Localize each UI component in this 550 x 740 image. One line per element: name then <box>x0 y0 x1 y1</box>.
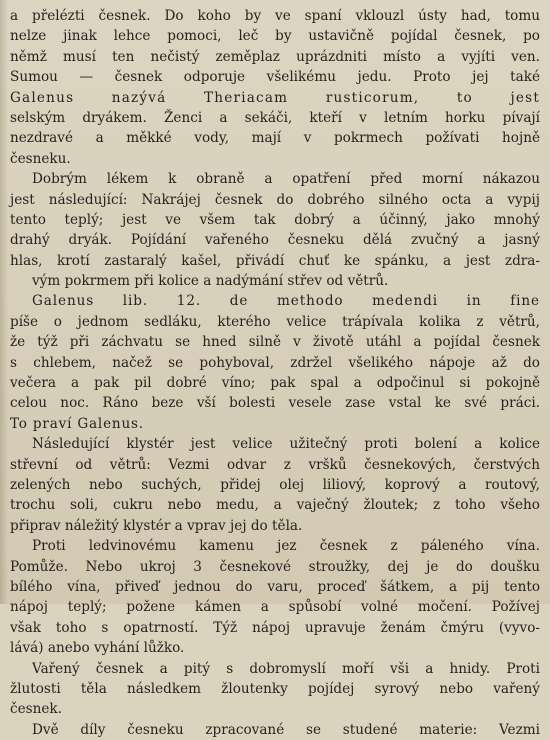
text-line: česnek. <box>10 701 62 718</box>
text-line: Proti ledvinovému kamenu jez česnek z páleného vína. <box>32 538 540 555</box>
text-line: nápoj teplý; požene kámen a spůsobí volné močení. Požívej <box>10 599 540 616</box>
text-line: drahý dryák. Pojídání vařeného česneku dělá zvučný a jasný <box>10 232 540 249</box>
text-line: trochu soli, cukru nebo medu, a vaječný žloutek; z toho všeho <box>10 497 540 514</box>
text-line: bílého vína, přiveď jednou do varu, proceď šátkem, a pij tento <box>10 578 540 595</box>
text-line: píše o jednom sedláku, kterého velice trápívala kolika z větrů, <box>10 313 540 330</box>
text-line: Galenus nazývá Theriacam rusticorum, to jest <box>10 89 540 106</box>
text-line: česneku. <box>10 150 71 167</box>
page-edge-shadow <box>0 0 8 604</box>
text-line: vým pokrmem při kolice a nadýmání střev od větrů. <box>32 273 389 290</box>
text-line: s chlebem, načež se pohyboval, zdržel všelikého nápoje až do <box>10 354 540 371</box>
text-line: nelze jinak lehce pomoci, leč by ustavičně pojídal česnek, po <box>10 28 540 45</box>
text-line: střevní od větrů: Vezmi odvar z vršků česnekových, čerstvých <box>10 456 540 473</box>
text-line: lává) anebo vyhání lůžko. <box>10 640 185 657</box>
text-line: jest následující: Nakrájej česnek do dobrého silného octa a vypij <box>10 191 540 208</box>
text-line: Dobrým lékem k obraně a opatření před morní nákazou <box>32 171 540 188</box>
text-line: nezdravé a měkké vody, mají v pokrmech požívati hojně <box>10 130 540 147</box>
text-line: To praví Galenus. <box>10 415 144 432</box>
text-line: Následující klystér jest velice užitečný proti bolení a kolice <box>32 436 540 453</box>
text-line: Dvě díly česneku zpracované se studené materie: Vezmi <box>32 721 540 738</box>
text-line: hlas, krotí zastaralý kašel, přivádí chuť ke spánku, a jest zdra- <box>10 252 540 269</box>
text-line: a přelézti česnek. Do koho by ve spaní vklouzl ústy had, tomu <box>10 8 540 24</box>
text-line: Vařený česnek a pitý s dobromyslí moří vši a hnidy. Proti <box>32 660 540 677</box>
text-line: Sumou — česnek odporuje všelikému jedu. Proto jej také <box>10 69 540 86</box>
text-line: zelených nebo suchých, přidej olej liliový, koprový a routový, <box>10 476 540 493</box>
text-line: večera a pak pil dobré víno; pak spal a odpočinul si pokojně <box>10 375 540 392</box>
text-line: tento teplý; jest ve všem tak dobrý a účinný, jako mnohý <box>10 211 540 228</box>
text-line: však toho s opatrností. Týž nápoj upravuje ženám čmýru (vyvo- <box>10 619 540 636</box>
text-line: žlutosti těla následkem žloutenky pojídej syrový nebo vařený <box>10 680 540 697</box>
text-line: němž musí ten nečistý zeměplaz uprázdniti místo a vyjíti ven. <box>10 48 540 65</box>
text-line: selským dryákem. Ženci a sekáči, kteří v letním horku pívají <box>10 109 540 126</box>
text-line: připrav náležitý klystér a vprav jej do těla. <box>10 517 303 534</box>
text-line: Pomůže. Nebo ukroj 3 česnekové stroužky, dej je do doušku <box>10 558 540 575</box>
text-line: celou noc. Ráno beze vší bolesti vesele zase vstal ke své práci. <box>10 395 540 412</box>
text-line: že týž při záchvatu se hned silně v životě utáhl a pojídal česnek <box>10 334 540 351</box>
text-line: Galenus lib. 12. de methodo medendi in fine <box>32 293 540 310</box>
